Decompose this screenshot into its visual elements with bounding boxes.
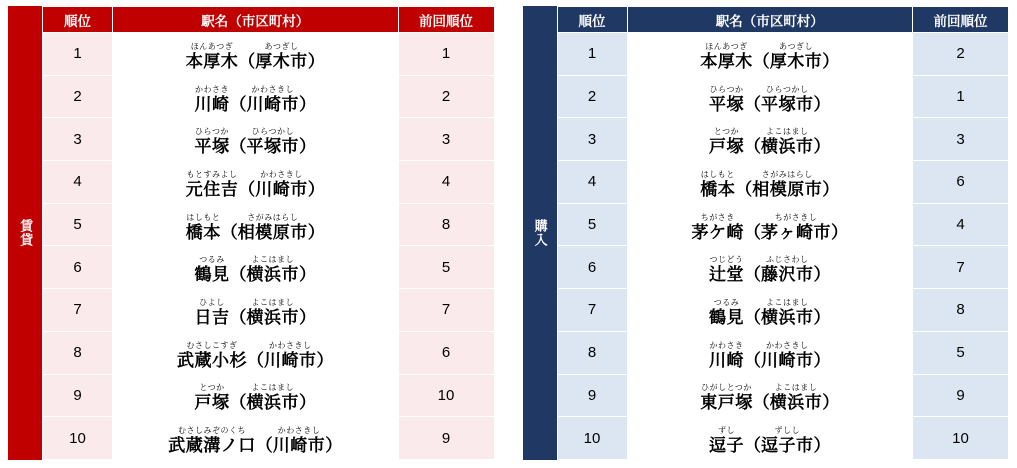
station-ruby: [195, 298, 230, 328]
cell-rank: 9: [43, 374, 113, 417]
station-ruby: [709, 426, 744, 456]
city-ruby: [770, 42, 823, 72]
station-city-text: [186, 213, 325, 243]
station-name: 鶴見: [194, 265, 230, 285]
paren-open: （: [744, 222, 761, 242]
station-name: 戸塚: [194, 393, 230, 413]
paren-close: ）: [813, 436, 831, 456]
station-city-text: [709, 85, 831, 115]
paren-close: ）: [299, 265, 316, 285]
station-kana: ひらつか: [709, 84, 744, 94]
cell-station-city: [627, 203, 913, 246]
city-ruby: [247, 255, 300, 285]
city-name: 藤沢市: [761, 265, 814, 285]
city-kana: あつぎし: [779, 41, 813, 51]
cell-prev-rank: 7: [913, 246, 1009, 289]
header-rank-rent: 順位: [43, 7, 113, 33]
cell-prev-rank: 7: [398, 289, 494, 332]
station-ruby: [195, 127, 230, 157]
station-city-text: [168, 426, 342, 456]
station-ruby: [186, 42, 239, 72]
cell-prev-rank: 9: [398, 417, 494, 460]
cell-rank: 8: [43, 331, 113, 374]
cell-rank: 7: [557, 289, 627, 332]
table-row: [557, 246, 1009, 289]
paren-open: （: [238, 179, 256, 199]
cell-rank: 5: [43, 203, 113, 246]
city-ruby: [761, 341, 814, 371]
city-kana: ひらつかし: [766, 84, 809, 94]
table-row: [43, 75, 495, 118]
table-row: [43, 118, 495, 161]
paren-close: ）: [813, 265, 831, 285]
cell-rank: 2: [557, 75, 627, 118]
cell-prev-rank: 2: [398, 75, 494, 118]
station-ruby: [700, 383, 753, 413]
table-header-row-rent: [43, 7, 495, 33]
city-kana: あつぎし: [264, 41, 299, 51]
city-name: 平塚市: [761, 94, 814, 114]
paren-open: （: [220, 222, 238, 242]
table-row: [557, 374, 1009, 417]
paren-open: （: [744, 94, 761, 114]
station-kana: ちがさき: [700, 212, 735, 222]
city-ruby: [247, 127, 300, 157]
paren-close: ）: [831, 222, 848, 242]
station-kana: つじどう: [709, 255, 744, 265]
station-name: 逗子: [709, 436, 744, 456]
table-row: [557, 417, 1009, 460]
panel-side-label-rent: [8, 6, 42, 460]
city-kana: よこはまし: [251, 297, 294, 307]
cell-station-city: [627, 75, 913, 118]
cell-rank: 10: [557, 417, 627, 460]
table-row: [557, 118, 1009, 161]
city-name: 平塚市: [246, 137, 299, 157]
station-kana: もとすみよし: [186, 169, 238, 179]
city-name: 横浜市: [246, 307, 299, 327]
city-name: 厚木市: [769, 51, 823, 71]
station-kana: むさしこすぎ: [186, 340, 238, 350]
table-row: [557, 75, 1009, 118]
station-name: 日吉: [194, 307, 230, 327]
city-kana: よこはまし: [766, 127, 809, 137]
station-name: 川崎: [709, 350, 744, 370]
city-kana: かわさきし: [260, 169, 303, 179]
station-city-text: [195, 383, 317, 413]
station-ruby: [692, 213, 745, 243]
paren-close: ）: [316, 350, 334, 370]
city-ruby: [273, 426, 326, 456]
table-row: [557, 203, 1009, 246]
station-city-text: [700, 42, 839, 72]
station-kana: とつか: [199, 383, 225, 393]
panel-rent: [8, 6, 495, 460]
ranking-table-buy: [557, 6, 1010, 460]
panel-buy: [523, 6, 1010, 460]
city-ruby: [247, 298, 300, 328]
station-ruby: [709, 298, 744, 328]
city-name: 横浜市: [761, 307, 814, 327]
station-city-text: [709, 298, 831, 328]
station-name: 東戸塚: [700, 393, 753, 413]
cell-station-city: [113, 118, 399, 161]
paren-close: ）: [307, 222, 325, 242]
cell-rank: 10: [43, 417, 113, 460]
cell-prev-rank: 6: [398, 331, 494, 374]
paren-open: （: [744, 307, 761, 327]
city-kana: よこはまし: [766, 297, 809, 307]
paren-close: ）: [813, 307, 831, 327]
table-row: [557, 289, 1009, 332]
station-city-text: [709, 341, 831, 371]
station-ruby: [709, 85, 744, 115]
paren-open: （: [744, 265, 761, 285]
cell-station-city: [113, 161, 399, 204]
cell-rank: 2: [43, 75, 113, 118]
cell-station-city: [627, 289, 913, 332]
paren-open: （: [752, 393, 770, 413]
station-kana: つるみ: [199, 255, 225, 265]
cell-station-city: [627, 331, 913, 374]
paren-close: ）: [813, 137, 831, 157]
paren-close: ）: [813, 94, 831, 114]
table-row: [43, 203, 495, 246]
paren-open: （: [247, 350, 264, 370]
station-ruby: [168, 426, 256, 456]
station-city-text: [709, 127, 831, 157]
station-name: 川崎: [194, 94, 230, 114]
table-row: [43, 331, 495, 374]
station-name: 橋本: [700, 179, 736, 199]
side-label-text-rent: 賃貸: [18, 219, 34, 247]
paren-close: ）: [299, 137, 316, 157]
station-kana: はしもと: [186, 212, 221, 222]
table-row: [43, 161, 495, 204]
cell-prev-rank: 5: [398, 246, 494, 289]
station-ruby: [709, 127, 744, 157]
city-kana: かわさきし: [251, 84, 294, 94]
station-city-text: [709, 426, 831, 456]
station-kana: かわさき: [195, 84, 229, 94]
station-name: 鶴見: [709, 307, 744, 327]
cell-rank: 4: [43, 161, 113, 204]
cell-station-city: [113, 289, 399, 332]
station-kana: ずし: [718, 426, 735, 436]
paren-open: （: [735, 179, 753, 199]
table-row: [43, 417, 495, 460]
city-name: 川崎市: [255, 179, 308, 199]
paren-open: （: [229, 137, 247, 157]
station-name: 本厚木: [700, 51, 753, 71]
station-kana: ひがしとつか: [701, 383, 752, 393]
cell-station-city: [627, 246, 913, 289]
paren-close: ）: [299, 393, 316, 413]
paren-open: （: [229, 307, 247, 327]
cell-prev-rank: 8: [913, 289, 1009, 332]
cell-rank: 5: [557, 203, 627, 246]
table-row: [557, 161, 1009, 204]
station-name: 平塚: [194, 137, 230, 157]
paren-open: （: [752, 51, 770, 71]
paren-close: ）: [299, 307, 316, 327]
station-ruby: [195, 85, 230, 115]
station-kana: かわさき: [709, 340, 744, 350]
cell-prev-rank: 3: [913, 118, 1009, 161]
station-name: 元住吉: [185, 179, 239, 199]
cell-station-city: [113, 75, 399, 118]
station-name: 戸塚: [709, 137, 744, 157]
station-ruby: [195, 383, 230, 413]
station-ruby: [177, 341, 247, 371]
cell-prev-rank: 3: [398, 118, 494, 161]
paren-close: ）: [813, 350, 831, 370]
station-city-text: [177, 341, 334, 371]
paren-open: （: [229, 94, 247, 114]
paren-close: ）: [822, 393, 840, 413]
cell-prev-rank: 4: [913, 203, 1009, 246]
cell-station-city: [113, 374, 399, 417]
paren-open: （: [229, 393, 247, 413]
station-city-text: [709, 255, 831, 285]
paren-open: （: [255, 436, 273, 456]
station-city-text: [186, 42, 325, 72]
city-ruby: [761, 127, 814, 157]
city-ruby: [247, 383, 300, 413]
city-ruby: [761, 255, 814, 285]
cell-prev-rank: 2: [913, 33, 1009, 76]
table-row: [43, 289, 495, 332]
station-city-text: [195, 298, 317, 328]
paren-close: ）: [307, 51, 325, 71]
city-name: 厚木市: [255, 51, 308, 71]
header-station-rent: 駅名（市区町村）: [113, 7, 399, 33]
paren-open: （: [229, 265, 247, 285]
cell-rank: 6: [557, 246, 627, 289]
city-name: 相模原市: [752, 179, 823, 199]
city-kana: ひらつかし: [251, 127, 294, 137]
cell-prev-rank: 9: [913, 374, 1009, 417]
cell-station-city: [113, 33, 399, 76]
cell-prev-rank: 4: [398, 161, 494, 204]
cell-rank: 3: [557, 118, 627, 161]
station-ruby: [700, 42, 753, 72]
station-kana: ひよし: [199, 297, 225, 307]
city-kana: よこはまし: [251, 255, 294, 265]
station-kana: ひらつか: [195, 127, 229, 137]
station-city-text: [692, 213, 849, 243]
cell-rank: 6: [43, 246, 113, 289]
city-kana: ちがさきし: [774, 212, 818, 222]
city-kana: よこはまし: [251, 383, 294, 393]
city-kana: さがみはらし: [247, 212, 299, 222]
cell-station-city: [113, 331, 399, 374]
cell-station-city: [113, 417, 399, 460]
station-ruby: [700, 170, 735, 200]
city-kana: かわさきし: [766, 340, 809, 350]
city-name: 横浜市: [246, 265, 299, 285]
cell-station-city: [113, 203, 399, 246]
city-ruby: [238, 213, 308, 243]
header-station-buy: 駅名（市区町村）: [627, 7, 913, 33]
station-name: 武蔵小杉: [177, 350, 247, 370]
cell-rank: 1: [557, 33, 627, 76]
city-ruby: [761, 213, 831, 243]
cell-prev-rank: 1: [913, 75, 1009, 118]
city-name: 横浜市: [761, 137, 814, 157]
city-name: 川崎市: [246, 94, 299, 114]
city-name: 横浜市: [246, 393, 299, 413]
paren-close: ）: [299, 94, 316, 114]
cell-prev-rank: 6: [913, 161, 1009, 204]
cell-rank: 3: [43, 118, 113, 161]
paren-open: （: [238, 51, 256, 71]
city-ruby: [255, 170, 308, 200]
station-city-text: [700, 383, 839, 413]
cell-rank: 1: [43, 33, 113, 76]
cell-prev-rank: 10: [913, 417, 1009, 460]
cell-rank: 4: [557, 161, 627, 204]
ranking-table-rent: [42, 6, 495, 460]
cell-station-city: [627, 118, 913, 161]
table-row: [557, 33, 1009, 76]
paren-close: ）: [822, 179, 840, 199]
city-ruby: [761, 298, 814, 328]
station-name: 橋本: [185, 222, 221, 242]
city-ruby: [761, 426, 814, 456]
station-city-text: [195, 127, 317, 157]
cell-rank: 7: [43, 289, 113, 332]
table-row: [43, 246, 495, 289]
city-ruby: [761, 85, 814, 115]
station-kana: ほんあつぎ: [190, 41, 234, 51]
station-name: 茅ケ崎: [691, 222, 744, 242]
station-city-text: [195, 85, 317, 115]
paren-open: （: [744, 350, 761, 370]
city-kana: さがみはらし: [761, 169, 813, 179]
station-name: 平塚: [709, 94, 744, 114]
station-kana: ほんあつぎ: [705, 41, 748, 51]
side-label-text-buy: 購入: [532, 219, 548, 247]
city-kana: よこはまし: [774, 383, 818, 393]
cell-prev-rank: 1: [398, 33, 494, 76]
table-row: [43, 33, 495, 76]
header-prev-rank-buy: 前回順位: [913, 7, 1009, 33]
table-row: [43, 374, 495, 417]
station-kana: はしもと: [700, 169, 735, 179]
city-kana: かわさきし: [269, 340, 312, 350]
city-ruby: [255, 42, 308, 72]
cell-station-city: [627, 417, 913, 460]
city-name: 川崎市: [272, 436, 326, 456]
cell-prev-rank: 5: [913, 331, 1009, 374]
station-kana: むさしみぞのくち: [178, 426, 246, 436]
cell-prev-rank: 8: [398, 203, 494, 246]
header-rank-buy: 順位: [557, 7, 627, 33]
station-kana: とつか: [713, 127, 740, 137]
paren-open: （: [744, 436, 761, 456]
station-ruby: [195, 255, 230, 285]
cell-prev-rank: 10: [398, 374, 494, 417]
city-ruby: [770, 383, 823, 413]
cell-station-city: [627, 161, 913, 204]
station-name: 辻堂: [709, 265, 744, 285]
cell-rank: 8: [557, 331, 627, 374]
panel-side-label-buy: [523, 6, 557, 460]
cell-station-city: [113, 246, 399, 289]
station-name: 本厚木: [185, 51, 239, 71]
cell-station-city: [627, 374, 913, 417]
station-ruby: [186, 170, 239, 200]
station-ruby: [709, 255, 744, 285]
city-ruby: [752, 170, 822, 200]
city-name: 川崎市: [761, 350, 814, 370]
header-prev-rank-rent: 前回順位: [398, 7, 494, 33]
city-kana: かわさきし: [277, 426, 321, 436]
city-name: 逗子市: [761, 436, 814, 456]
paren-open: （: [744, 137, 761, 157]
city-ruby: [247, 85, 300, 115]
station-city-text: [700, 170, 839, 200]
city-name: 川崎市: [264, 350, 317, 370]
table-row: [557, 331, 1009, 374]
cell-station-city: [627, 33, 913, 76]
station-city-text: [186, 170, 325, 200]
station-ruby: [709, 341, 744, 371]
city-kana: ふじさわし: [766, 255, 809, 265]
city-kana: ずしし: [774, 426, 800, 436]
paren-close: ）: [325, 436, 343, 456]
city-name: 横浜市: [769, 393, 823, 413]
city-name: 茅ヶ崎市: [761, 222, 831, 242]
station-kana: つるみ: [713, 297, 740, 307]
paren-close: ）: [822, 51, 840, 71]
station-name: 武蔵溝ノ口: [168, 436, 256, 456]
cell-rank: 9: [557, 374, 627, 417]
station-city-text: [195, 255, 317, 285]
paren-close: ）: [307, 179, 325, 199]
station-ruby: [186, 213, 221, 243]
city-ruby: [264, 341, 317, 371]
city-name: 相模原市: [237, 222, 308, 242]
table-header-row-buy: [557, 7, 1009, 33]
